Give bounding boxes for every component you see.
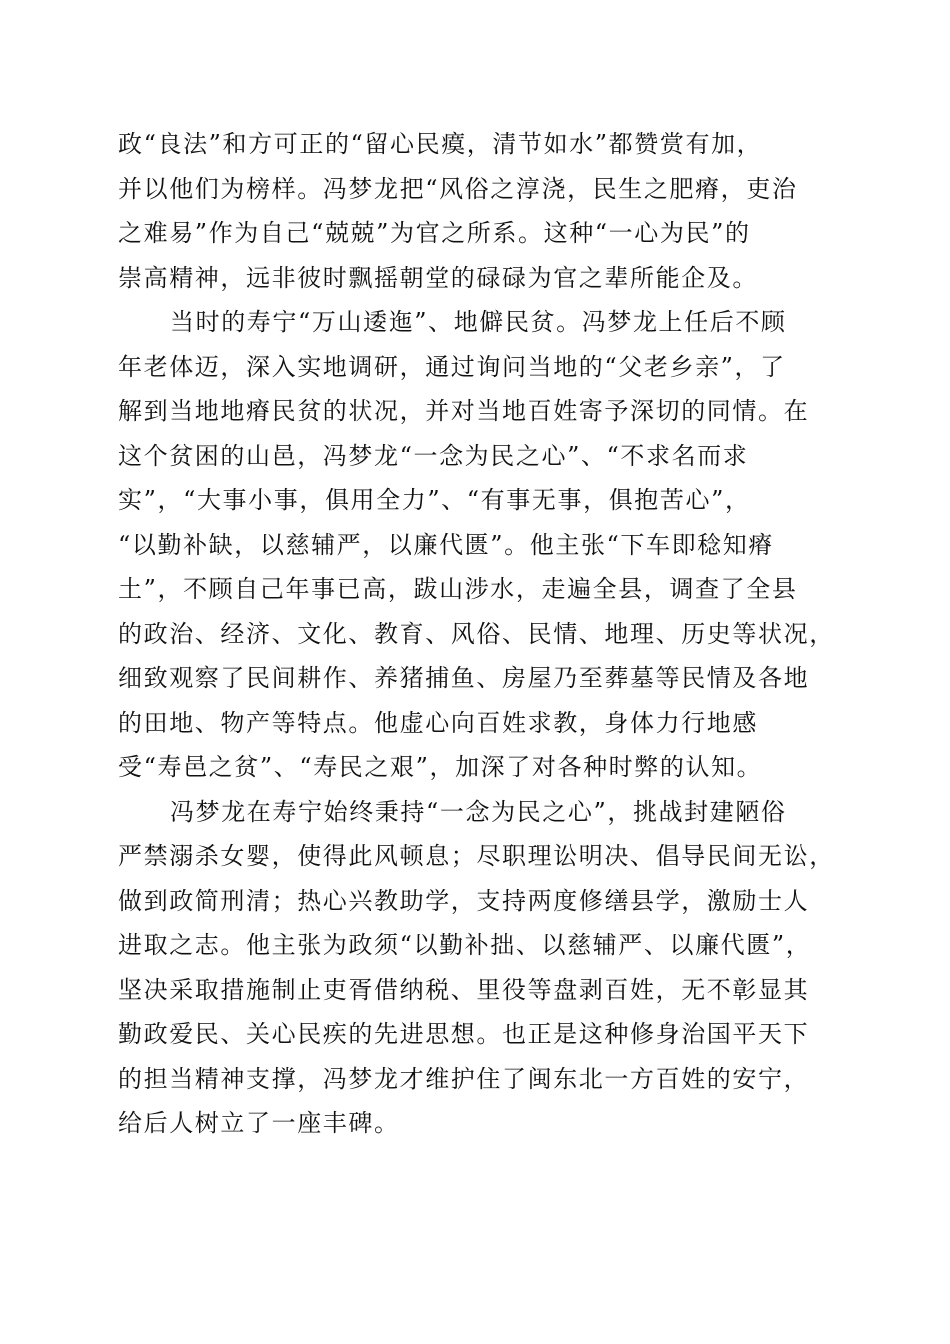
text-line: 进取之志。他主张为政须“以勤补拙、以慈辅严、以廉代匮”， <box>118 931 812 959</box>
paragraph-2 <box>118 300 835 790</box>
text-line: 政“良法”和方可正的“留心民瘼，清节如水”都赞赏有加， <box>118 130 763 158</box>
paragraph-3 <box>118 790 835 1146</box>
text-line: 当时的寿宁“万山逶迤”、地僻民贫。冯梦龙上任后不顾 <box>170 308 787 336</box>
text-line: 细致观察了民间耕作、养猪捕鱼、房屋乃至葬墓等民情及各地 <box>118 664 810 692</box>
text-line: 的担当精神支撑，冯梦龙才维护住了闽东北一方百姓的安宁， <box>118 1064 810 1093</box>
text-line: 并以他们为榜样。冯梦龙把“风俗之淳浇，民生之肥瘠，吏治 <box>118 174 798 203</box>
text-line: 冯梦龙在寿宁始终秉持“一念为民之心”，挑战封建陋俗 <box>170 797 787 826</box>
text-line: 严禁溺杀女婴，使得此风顿息；尽职理讼明决、倡导民间无讼， <box>118 842 835 870</box>
text-line: 崇高精神，远非彼时飘摇朝堂的碌碌为官之辈所能企及。 <box>118 263 758 292</box>
text-line: 土”，不顾自己年事已高，跋山涉水，走遍全县，调查了全县 <box>118 575 798 603</box>
text-line: 受“寿邑之贫”、“寿民之艰”，加深了对各种时弊的认知。 <box>118 753 763 781</box>
text-line: 的政治、经济、文化、教育、风俗、民情、地理、历史等状况， <box>118 619 835 648</box>
text-line: “以勤补缺，以慈辅严，以廉代匮”。他主张“下车即稔知瘠 <box>118 530 775 559</box>
text-line: 之难易”作为自己“兢兢”为官之所系。这种“一心为民”的 <box>118 219 751 247</box>
paragraph-1 <box>118 122 830 300</box>
text-line: 做到政简刑清；热心兴教助学，支持两度修缮县学，激励士人 <box>118 886 810 915</box>
text-line: 坚决采取措施制止吏胥借纳税、里役等盘剥百姓，无不彰显其 <box>118 975 810 1004</box>
text-line: 这个贫困的山邑，冯梦龙“一念为民之心”、“不求名而求 <box>118 441 749 470</box>
text-line: 勤政爱民、关心民疾的先进思想。也正是这种修身治国平天下 <box>118 1020 810 1048</box>
text-line: 实”，“大事小事，俱用全力”、“有事无事，俱抱苦心”， <box>118 486 751 514</box>
text-line: 年老体迈，深入实地调研，通过询问当地的“父老乡亲”，了 <box>118 352 786 381</box>
text-line: 的田地、物产等特点。他虚心向百姓求教，身体力行地感 <box>118 708 758 737</box>
text-line: 解到当地地瘠民贫的状况，并对当地百姓寄予深切的同情。在 <box>118 397 810 425</box>
document-body <box>118 122 835 1146</box>
text-line: 给后人树立了一座丰碑。 <box>118 1109 400 1137</box>
